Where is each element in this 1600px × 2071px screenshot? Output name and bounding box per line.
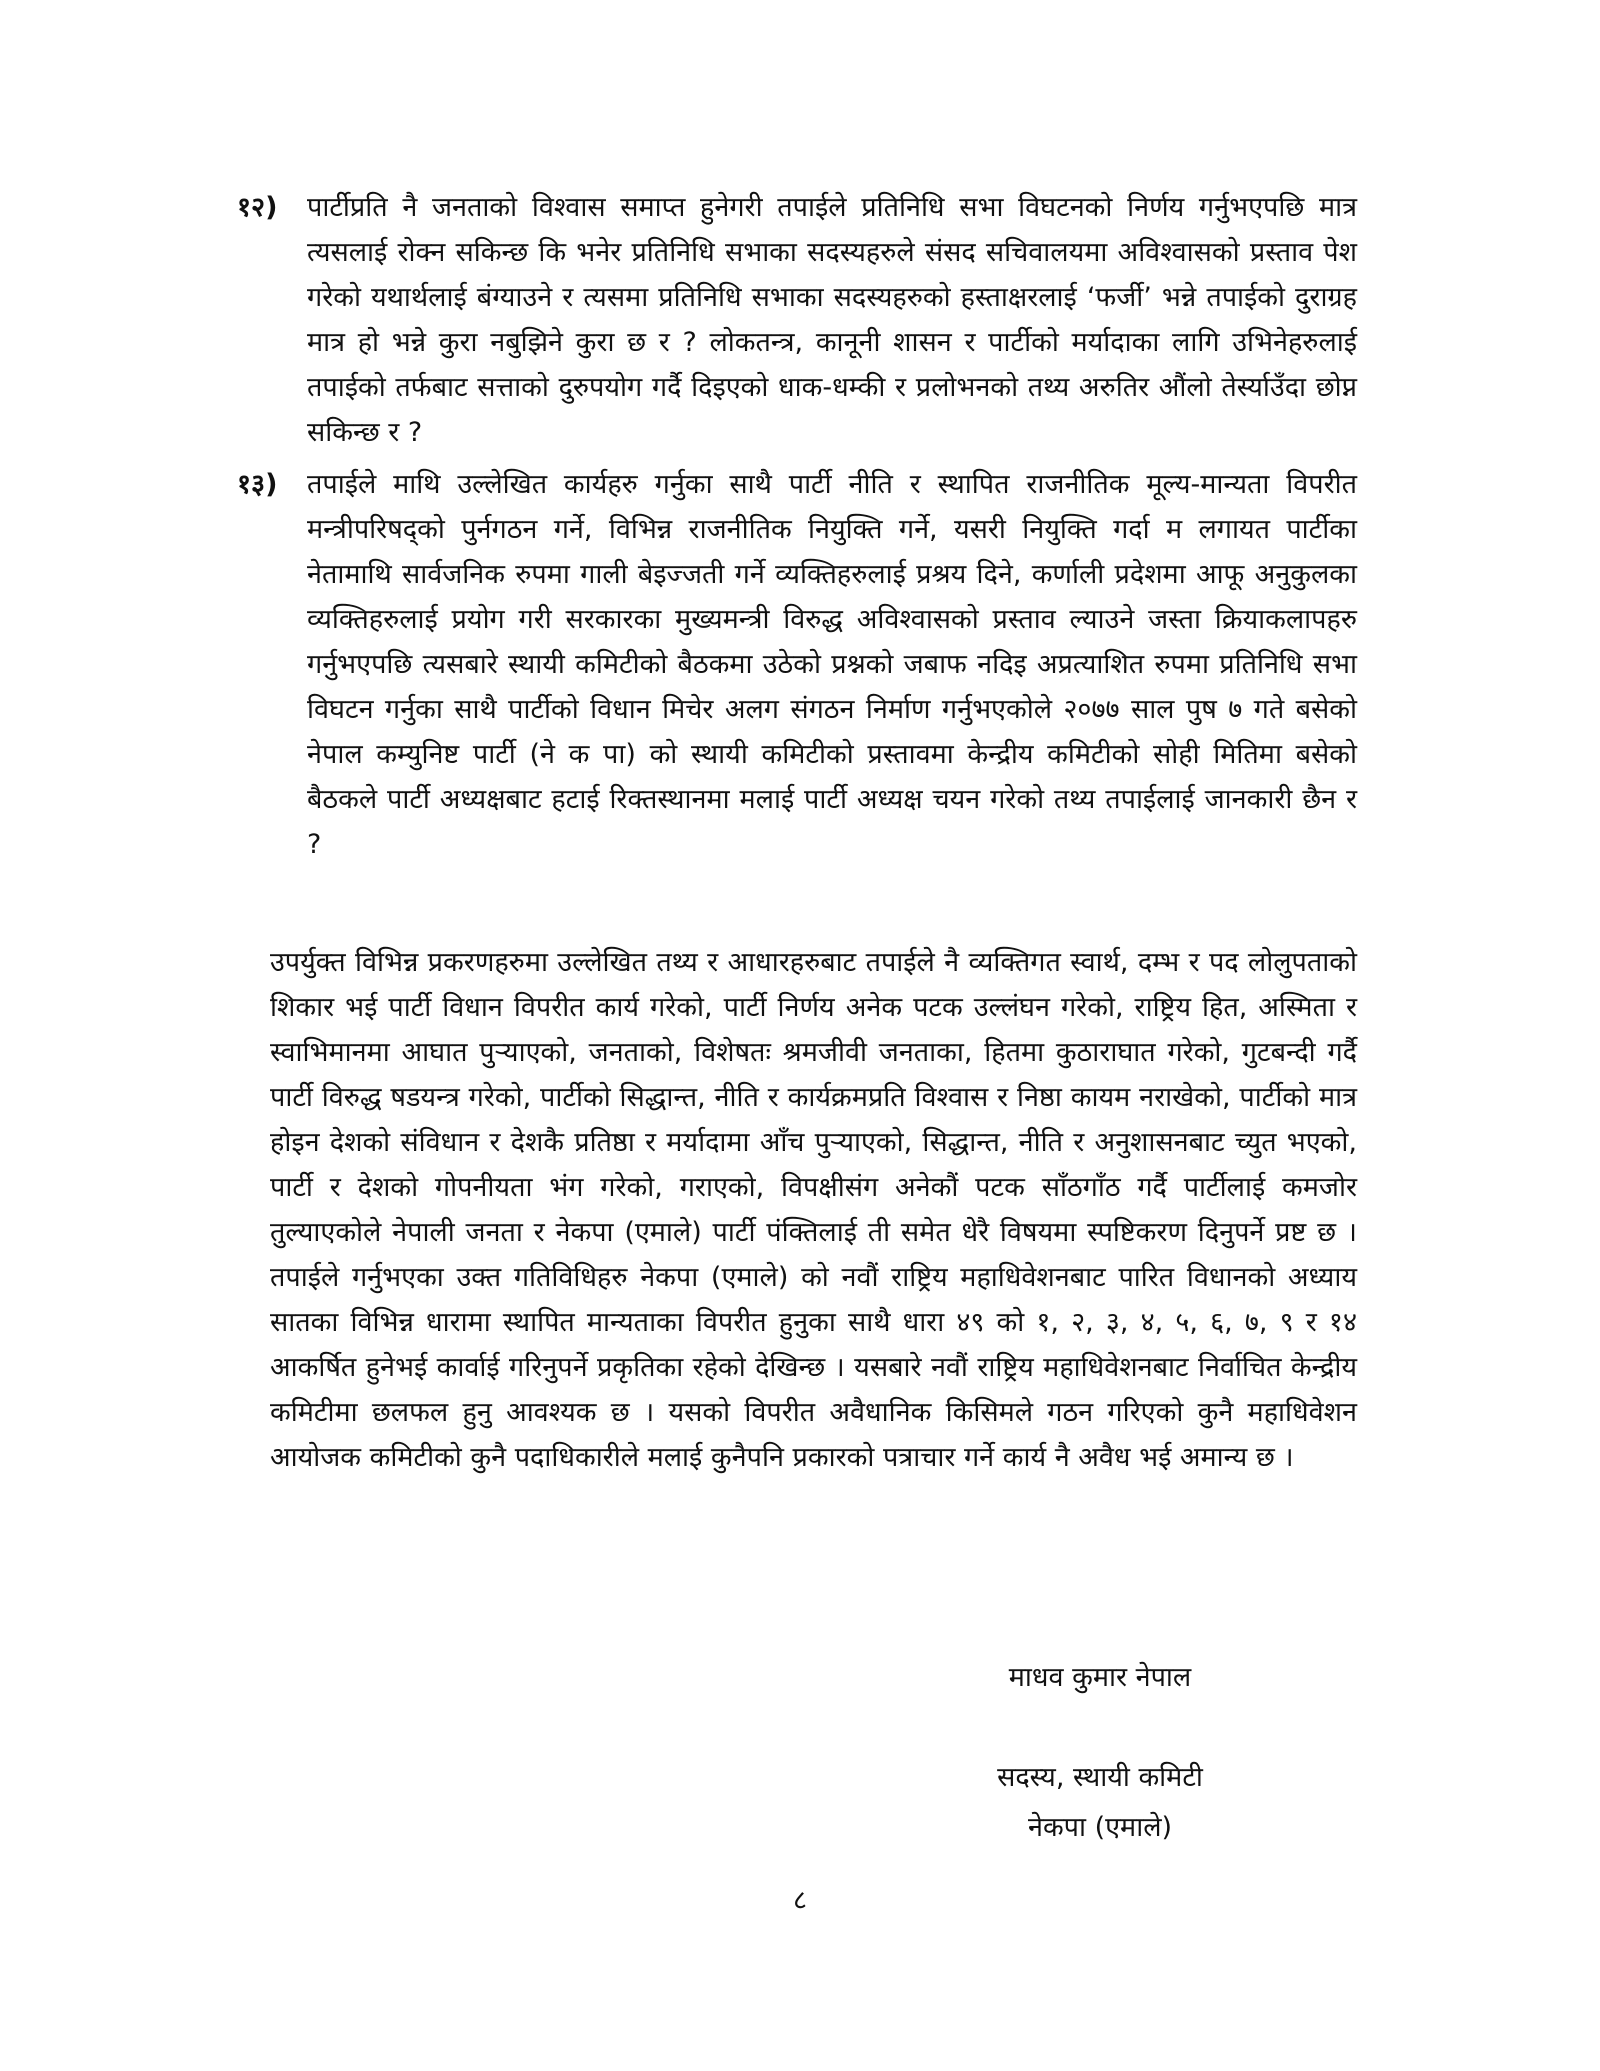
signatory-role: सदस्य, स्थायी कमिटी	[997, 1762, 1203, 1793]
point-number: १३)	[237, 469, 278, 500]
point-12	[237, 185, 1357, 455]
signatory-party: नेकपा (एमाले)	[1027, 1812, 1173, 1843]
point-text: पार्टीप्रति नै जनताको विश्वास समाप्त हुनेगरी तपाईले प्रतिनिधि सभा विघटनको निर्णय गर्नुभएपछि मात्र त्यसलाई रोक्न सकिन्छ कि भनेर प्रतिनिधि सभाका सदस्यहरुले संसद सचिवालयमा अविश्वासको प्रस्ताव पेश गरेको यथार्थलाई बंग्याउने र त्यसमा प्रतिनिधि सभाका सदस्यहरुको हस्ताक्षरलाई ‘फर्जी’ भन्ने तपाईको दुराग्रह मात्र हो भन्ने कुरा नबुझिने कुरा छ र ? लोकतन्त्र, कानूनी शासन र पार्टीको मर्यादाका लागि उभिनेहरुलाई तपाईको तर्फबाट सत्ताको दुरुपयोग गर्दै दिइएको धाक-धम्की र प्रलोभनको तथ्य अरुतिर औंलो तेर्स्याउँदा छोप्न सकिन्छ र ?	[307, 192, 1357, 448]
signatory-name: माधव कुमार नेपाल	[1008, 1662, 1192, 1693]
point-number: १२)	[237, 192, 278, 223]
point-text: तपाईले माथि उल्लेखित कार्यहरु गर्नुका साथै पार्टी नीति र स्थापित राजनीतिक मूल्य-मान्यता विपरीत मन्त्रीपरिषद्को पुर्नगठन गर्ने, विभिन्न राजनीतिक नियुक्ति गर्ने, यसरी नियुक्ति गर्दा म लगायत पार्टीका नेतामाथि सार्वजनिक रुपमा गाली बेइज्जती गर्ने व्यक्तिहरुलाई प्रश्रय दिने, कर्णाली प्रदेशमा आफू अनुकुलका व्यक्तिहरुलाई प्रयोग गरी सरकारका मुख्यमन्त्री विरुद्ध अविश्वासको प्रस्ताव ल्याउने जस्ता क्रियाकलापहरु गर्नुभएपछि त्यसबारे स्थायी कमिटीको बैठकमा उठेको प्रश्नको जबाफ नदिइ अप्रत्याशित रुपमा प्रतिनिधि सभा विघटन गर्नुका साथै पार्टीको विधान मिचेर अलग संगठन निर्माण गर्नुभएकोले २०७७ साल पुष ७ गते बसेको नेपाल कम्युनिष्ट पार्टी (ने क पा) को स्थायी कमिटीको प्रस्तावमा केन्द्रीय कमिटीको सोही मितिमा बसेको बैठकले पार्टी अध्यक्षबाट हटाई रिक्तस्थानमा मलाई पार्टी अध्यक्ष चयन गरेको तथ्य तपाईलाई जानकारी छैन र ?	[307, 469, 1357, 860]
point-13	[237, 462, 1357, 867]
summary-paragraph: उपर्युक्त विभिन्न प्रकरणहरुमा उल्लेखित तथ्य र आधारहरुबाट तपाईले नै व्यक्तिगत स्वार्थ, दम्भ र पद लोलुपताको शिकार भई पार्टी विधान विपरीत कार्य गरेको, पार्टी निर्णय अनेक पटक उल्लंघन गरेको, राष्ट्रिय हित, अस्मिता र स्वाभिमानमा आघात पुऱ्याएको, जनताको, विशेषतः श्रमजीवी जनताका, हितमा कुठाराघात गरेको, गुटबन्दी गर्दै पार्टी विरुद्ध षडयन्त्र गरेको, पार्टीको सिद्धान्त, नीति र कार्यक्रमप्रति विश्वास र निष्ठा कायम नराखेको, पार्टीको मात्र होइन देशको संविधान र देशकै प्रतिष्ठा र मर्यादामा आँच पुऱ्याएको, सिद्धान्त, नीति र अनुशासनबाट च्युत भएको, पार्टी र देशको गोपनीयता भंग गरेको, गराएको, विपक्षीसंग अनेकौं पटक साँठगाँठ गर्दै पार्टीलाई कमजोर तुल्याएकोले नेपाली जनता र नेकपा (एमाले) पार्टी पंक्तिलाई ती समेत धेरै विषयमा स्पष्टिकरण दिनुपर्ने प्रष्ट छ । तपाईले गर्नुभएका उक्त गतिविधिहरु नेकपा (एमाले) को नवौं राष्ट्रिय महाधिवेशनबाट पारित विधानको अध्याय सातका विभिन्न धारामा स्थापित मान्यताका विपरीत हुनुका साथै धारा ४९ को १, २, ३, ४, ५, ६, ७, ९ र १४ आकर्षित हुनेभई कार्वाई गरिनुपर्ने प्रकृतिका रहेको देखिन्छ । यसबारे नवौं राष्ट्रिय महाधिवेशनबाट निर्वाचित केन्द्रीय कमिटीमा छलफल हुनु आवश्यक छ । यसको विपरीत अवैधानिक किसिमले गठन गरिएको कुनै महाधिवेशन आयोजक कमिटीको कुनै पदाधिकारीले मलाई कुनैपनि प्रकारको पत्राचार गर्ने कार्य नै अवैध भई अमान्य छ ।	[270, 947, 1357, 1473]
page-number: ८	[792, 1885, 808, 1916]
